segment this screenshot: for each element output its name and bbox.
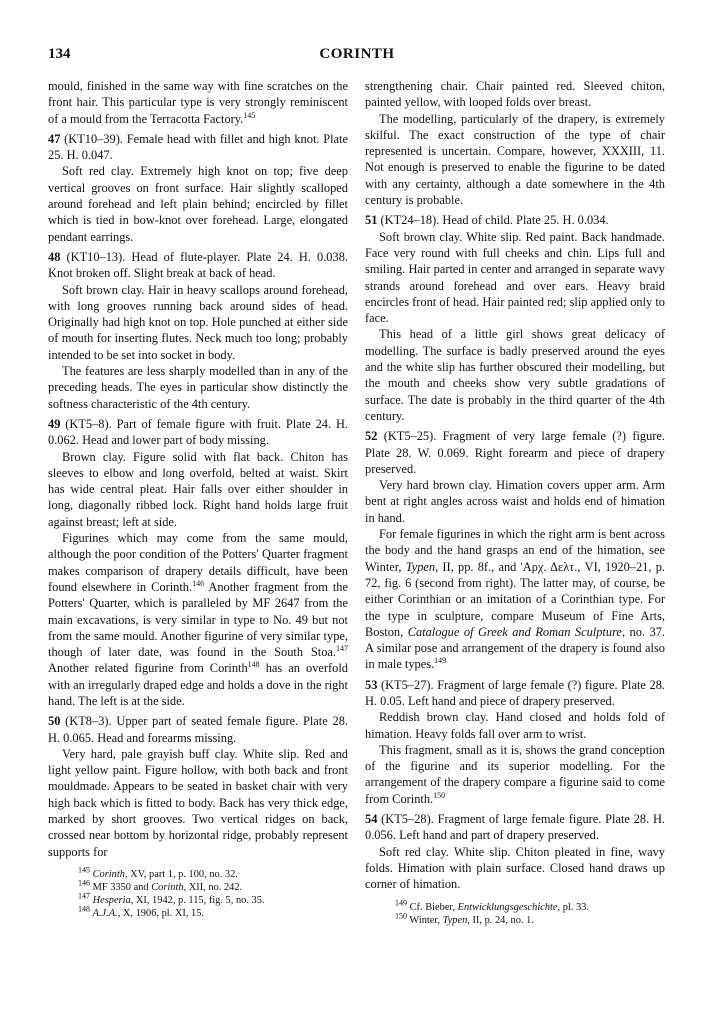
paragraph: The features are less sharply modelled than in any of the preceding heads. The eyes in particular show distinctly the softness characteristic of the 4th century.	[48, 364, 348, 411]
footnote: $^{146}$ MF 3350 and Corinth, XII, no. 242.	[78, 878, 243, 893]
paragraph: Soft red clay. White slip. Chiton pleated in fine, wavy folds. Himation with plain surface. Closed hand draws up corner of himation.	[365, 844, 665, 892]
catalogue-entry-52: 52 (KT5–25). Fragment of very large female (?) figure. Plate 28. W. 0.069. Right forearm and piece of drapery preserved.	[365, 429, 665, 476]
catalogue-entry-54: 54 (KT5–28). Fragment of large female figure. Plate 28. H. 0.056. Left hand and part of drapery preserved.	[365, 812, 665, 843]
paragraph: strengthening chair. Chair painted red. Sleeved chiton, painted yellow, with looped folds over breast.	[365, 79, 665, 110]
footnote: $^{147}$ Hesperia, XI, 1942, p. 115, fig. 5, no. 35.	[78, 891, 265, 906]
paragraph: Very hard brown clay. Himation covers upper arm. Arm bent at right angles across waist and holds end of himation in hand.	[365, 478, 665, 525]
paragraph: mould, finished in the same way with fine scratches on the front hair. This particular type is very strongly reminiscent of a mould from the Terracotta Factory.$^{145}$	[48, 79, 348, 126]
catalogue-entry-47: 47 (KT10–39). Female head with fillet and high knot. Plate 25. H. 0.047.	[48, 131, 348, 163]
right-column	[365, 78, 665, 927]
catalogue-entry-53: 53 (KT5–27). Fragment of large female (?) figure. Plate 28. H. 0.05. Left hand and piece of drapery preserved.	[365, 677, 665, 708]
page-header	[48, 46, 666, 66]
paragraph: Soft red clay. Extremely high knot on top; five deep vertical grooves on front surface. Hair slightly scalloped around forehead and left plain behind; encircled by fillet which is tied in bow-knot over forehead. Large, elongated pendant earrings.	[48, 164, 348, 244]
footnotes	[365, 898, 665, 927]
footnote: $^{145}$ Corinth, XV, part 1, p. 100, no. 32.	[78, 865, 238, 880]
paragraph: Figurines which may come from the same mould, although the poor condition of the Potters' Quarter fragment makes comparison of drapery details difficult, have been found elsewhere in Corinth.$^{146}$ Another fragment from the Potters' Quarter, which is paralleled by MF 2647 from the main excavations, is very similar in type to No. 49 but not from the same mould. Another figurine of very similar type, though of later date, was found in the South Stoa.$^{147}$ Another related figurine from Corinth$^{148}$ has an overfold with an irregularly draped edge and holds a dove in the right hand. The left is at the side.	[48, 531, 348, 708]
paragraph: Very hard, pale grayish buff clay. White slip. Red and light yellow paint. Figure hollow, with both back and front mouldmade. Appears to be seated in basket chair with very high back which is fitted to body. Back has very thick edge, marked by short grooves. Two vertical ridges on back, crossed near bottom by horizontal ridge, probably represent supports for	[48, 746, 348, 859]
footnote: $^{150}$ Winter, Typen, II, p. 24, no. 1.	[395, 911, 534, 926]
footnotes	[48, 865, 348, 920]
catalogue-entry-51: 51 (KT24–18). Head of child. Plate 25. H. 0.034.	[365, 213, 609, 228]
paragraph: This fragment, small as it is, shows the grand conception of the figurine and its superior modelling. For the arrangement of the drapery compare a figurine said to come from Corinth.$^{150}$	[365, 742, 665, 806]
paragraph: Brown clay. Figure solid with flat back. Chiton has sleeves to elbow and long overfold, belted at waist. Skirt has wide central pleat. Hair falls over either shoulder in long, diagonally ribbed lock. Right hand holds large fruit against breast; left at side.	[48, 449, 348, 529]
footnote: $^{149}$ Cf. Bieber, Entwicklungsgeschichte, pl. 33.	[395, 898, 589, 913]
catalogue-entry-48: 48 (KT10–13). Head of flute-player. Plate 24. H. 0.038. Knot broken off. Slight break at back of head.	[48, 249, 348, 281]
paragraph: Soft brown clay. White slip. Red paint. Back handmade. Face very round with full cheeks and chin. Lips full and smiling. Hair parted in center and arranged in separate wavy strands around forehead and over ears. Heavy braid encircles front of head. Hair painted red; slip applied only to face.	[365, 229, 665, 326]
catalogue-entry-50: 50 (KT8–3). Upper part of seated female figure. Plate 28. H. 0.065. Head and forearms missing.	[48, 714, 348, 745]
paragraph: For female figurines in which the right arm is bent across the body and the hand grasps an end of the himation, see Winter, Typen, II, pp. 8f., and 'Αρχ. Δελτ., VI, 1920–21, p. 72, fig. 6 (second from right). The latter may, of course, be either Corinthian or an imitation of a Corinthian type. For the type in sculpture, compare Museum of Fine Arts, Boston, Catalogue of Greek and Roman Sculpture, no. 37. A similar pose and arrangement of the drapery is found also in male types.$^{149}$	[365, 527, 665, 672]
catalogue-entry-49: 49 (KT5–8). Part of female figure with fruit. Plate 24. H. 0.062. Head and lower part of body missing.	[48, 416, 348, 448]
paragraph: Soft brown clay. Hair in heavy scallops around forehead, with long grooves running back around sides of head. Originally had high knot on top. Hole punched at either side of mouth for inserting flutes. Neck much too long; probably intended to be set into socket in body.	[48, 282, 348, 362]
left-column	[48, 78, 348, 920]
footnote: $^{148}$ A.J.A., X, 1906, pl. XI, 15.	[78, 904, 205, 919]
paragraph: The modelling, particularly of the drapery, is extremely skilful. The exact construction of the type of chair represented is uncertain. Compare, however, XXXIII, 11. Not enough is preserved to enable the figurine to be dated with any certainty, although a date somewhere in the 4th century is probable.	[365, 111, 665, 208]
page-number: 134	[48, 46, 71, 62]
paragraph: Reddish brown clay. Hand closed and holds fold of himation. Heavy folds fall over arm to wrist.	[365, 710, 665, 741]
paragraph: This head of a little girl shows great delicacy of modelling. The surface is badly preserved around the eyes and the white slip has further obscured their modelling, but the mouth and cheeks show very subtle gradations of surface. The date is probably in the third quarter of the 4th century.	[365, 327, 665, 423]
running-title: CORINTH	[319, 46, 395, 62]
